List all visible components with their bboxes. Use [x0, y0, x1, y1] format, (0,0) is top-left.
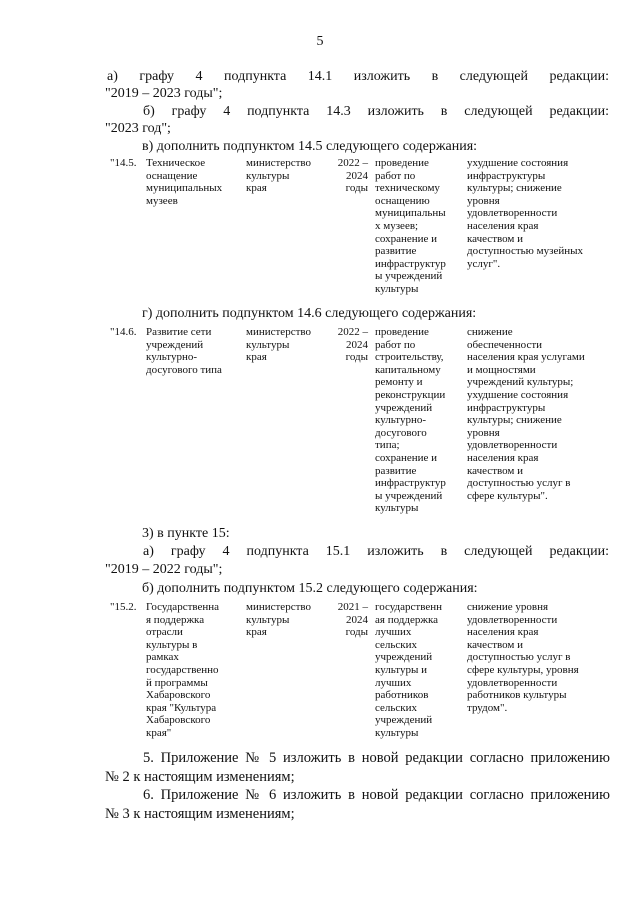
- para-b2: б) дополнить подпунктом 15.2 следующего содержания:: [142, 581, 478, 596]
- measure-name: Развитие сети учреждений культурно- досугового типа: [146, 326, 222, 376]
- measure-name: Техническое оснащение муниципальных музеев: [146, 157, 223, 207]
- para-5-line1: 5. Приложение № 5 изложить в новой редакции согласно приложению: [143, 750, 610, 766]
- consequences: снижение уровня удовлетворенности населения края качеством и доступностью услуг в сфере культуры, уровня удовлетворенности работников культуры трудом".: [467, 601, 579, 714]
- para-c: в) дополнить подпунктом 14.5 следующего содержания:: [142, 139, 478, 154]
- consequences: снижение обеспеченности населения края услугами и мощностями учреждений культуры; ухудшение состояния инфраструктуры культуры; снижение уровня удовлетворенности населения края качеством и доступностью услуг в сфере культуры".: [467, 326, 585, 502]
- para-a-line1: а) графу 4 подпункта 14.1 изложить в следующей редакции:: [107, 69, 609, 84]
- term: 2022 – 2024 годы: [337, 326, 368, 364]
- consequences: ухудшение состояния инфраструктуры культуры; снижение уровня удовлетворенности населения края качеством и доступностью музейных услуг".: [467, 157, 583, 270]
- works-description: проведение работ по строительству, капитальному ремонту и реконструкции учреждений культурно- досугового типа; сохранение и развитие инфраструктур ы учреждений культуры: [375, 326, 446, 515]
- para-5-line2: № 2 к настоящим изменениям;: [105, 769, 295, 785]
- para-b-line2: "2023 год";: [105, 121, 171, 136]
- para-a2-line1: а) графу 4 подпункта 15.1 изложить в следующей редакции:: [143, 544, 609, 559]
- para-g: г) дополнить подпунктом 14.6 следующего содержания:: [142, 306, 477, 321]
- measure-name: Государственна я поддержка отрасли культуры в рамках государственно й программы Хабаровского края "Культура Хабаровского края": [146, 601, 220, 739]
- works-description: проведение работ по техническому оснащению муниципальны х музеев; сохранение и развитие инфраструктур ы учреждений культуры: [375, 157, 446, 295]
- para-3: 3) в пункте 15:: [142, 526, 230, 541]
- works-description: государственн ая поддержка лучших сельских учреждений культуры и лучших работников сельских учреждений культуры: [375, 601, 443, 739]
- para-a2-line2: "2019 – 2022 годы";: [105, 562, 223, 577]
- executor: министерство культуры края: [246, 326, 312, 364]
- term: 2021 – 2024 годы: [337, 601, 368, 639]
- para-6-line1: 6. Приложение № 6 изложить в новой редакции согласно приложению: [143, 787, 610, 803]
- row-number: "14.5.: [110, 157, 137, 169]
- page-number: 5: [316, 34, 324, 49]
- row-number: "14.6.: [110, 326, 137, 338]
- para-b-line1: б) графу 4 подпункта 14.3 изложить в следующей редакции:: [143, 104, 609, 119]
- executor: министерство культуры края: [246, 601, 312, 639]
- row-number: "15.2.: [110, 601, 137, 613]
- executor: министерство культуры края: [246, 157, 312, 195]
- term: 2022 – 2024 годы: [337, 157, 368, 195]
- para-a-line2: "2019 – 2023 годы";: [105, 86, 223, 101]
- para-6-line2: № 3 к настоящим изменениям;: [105, 806, 295, 822]
